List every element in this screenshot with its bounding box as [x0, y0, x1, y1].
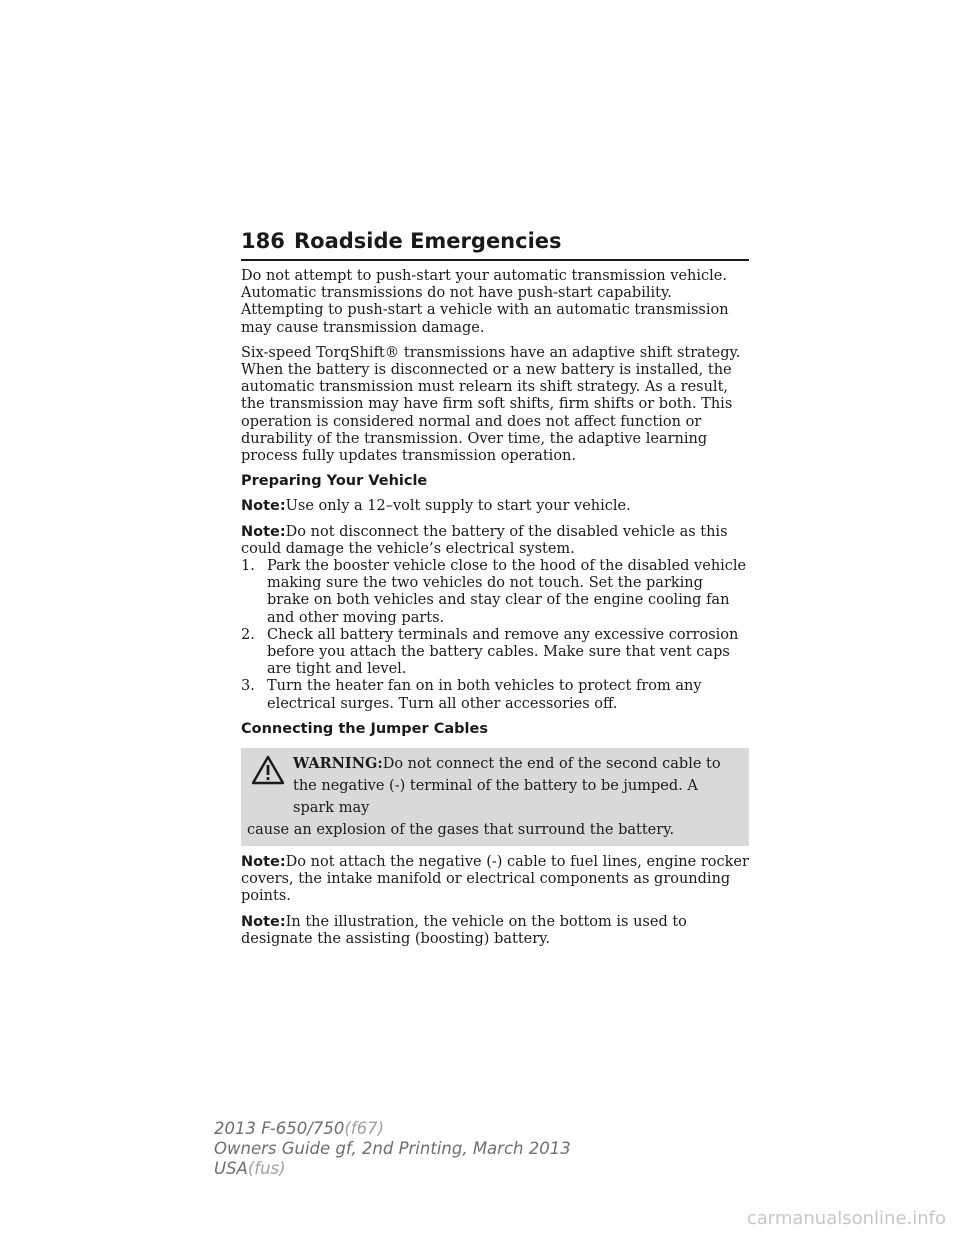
footer-region-line: [214, 1159, 571, 1179]
heading-connecting-cables: Connecting the Jumper Cables: [241, 720, 488, 737]
note-text: Do not disconnect the battery of the disabled vehicle as this could damage the vehicle’s electrical system.: [241, 523, 728, 557]
watermark: carmanualsonline.info: [746, 1208, 946, 1229]
warning-triangle-icon: [251, 755, 285, 785]
list-item: [241, 558, 749, 627]
paragraph-push-start: Do not attempt to push-start your automatic transmission vehicle. Automatic transmissions do not have push-start capability. Attempting to push-start a vehicle with an automatic transmission may cause transmission damage.: [241, 268, 729, 336]
note-text: In the illustration, the vehicle on the bottom is used to designate the assisting (boosting) battery.: [241, 913, 687, 947]
list-item: [241, 678, 749, 712]
footer-guide-line: Owners Guide gf, 2nd Printing, March 2013: [214, 1139, 571, 1158]
note-label: Note:: [241, 854, 286, 871]
page-header: [241, 226, 749, 260]
note-text: Do not attach the negative (-) cable to fuel lines, engine rocker covers, the intake manifold or electrical components as grounding points.: [241, 854, 749, 905]
note-label: Note:: [241, 913, 286, 930]
list-item: [241, 627, 749, 679]
footer-region: USA: [214, 1159, 248, 1178]
paragraph-torqshift: Six-speed TorqShift® transmissions have an adaptive shift strategy. When the battery is disconnected or a new battery is installed, the automatic transmission must relearn its shift strategy. As a result, the transmission may have firm soft shifts, firm shifts or both. This operation is considered normal and does not affect function or durability of the transmission. Over time, the adaptive learning process fully updates transmission operation.: [241, 344, 741, 465]
footer-region-code: (fus): [247, 1159, 286, 1178]
warning-text: [247, 753, 743, 819]
step-text: Park the booster vehicle close to the hood of the disabled vehicle making sure the two vehicles do not touch. Set the parking brake on both vehicles and stay clear of the engine cooling fan and other moving parts.: [267, 558, 747, 626]
warning-continuation: cause an explosion of the gases that surround the battery.: [247, 822, 675, 839]
step-text: Turn the heater fan on in both vehicles to protect from any electrical surges. Turn all other accessories off.: [267, 678, 702, 712]
warning-box: [241, 748, 749, 846]
note-illustration: [241, 914, 749, 948]
footer-model-code: (f67): [344, 1119, 385, 1138]
step-number: 2.: [241, 626, 255, 643]
warning-body: Do not connect the end of the second cable to the negative (-) terminal of the battery to be jumped. A spark may: [293, 756, 721, 817]
step-text: Check all battery terminals and remove any excessive corrosion before you attach the battery cables. Make sure that vent caps are tight and level.: [267, 626, 739, 678]
page-number: 186: [241, 229, 285, 253]
preparation-steps: [241, 558, 749, 713]
heading-preparing-vehicle: Preparing Your Vehicle: [241, 473, 428, 490]
note-label: Note:: [241, 498, 286, 515]
note-text: Use only a 12–volt supply to start your vehicle.: [285, 498, 631, 515]
note-label: Note:: [241, 523, 286, 540]
note-battery: [241, 524, 749, 558]
step-number: 1.: [241, 558, 255, 575]
step-number: 3.: [241, 678, 255, 695]
section-title: Roadside Emergencies: [294, 229, 562, 253]
header-rule: [241, 259, 749, 261]
page-content: [241, 268, 749, 956]
note-voltage: [241, 498, 749, 515]
note-grounding: [241, 854, 749, 906]
footer-model-line: [214, 1119, 571, 1139]
footer-model: 2013 F-650/750: [214, 1119, 345, 1138]
page-footer: [214, 1119, 571, 1179]
warning-label: WARNING:: [293, 755, 383, 773]
